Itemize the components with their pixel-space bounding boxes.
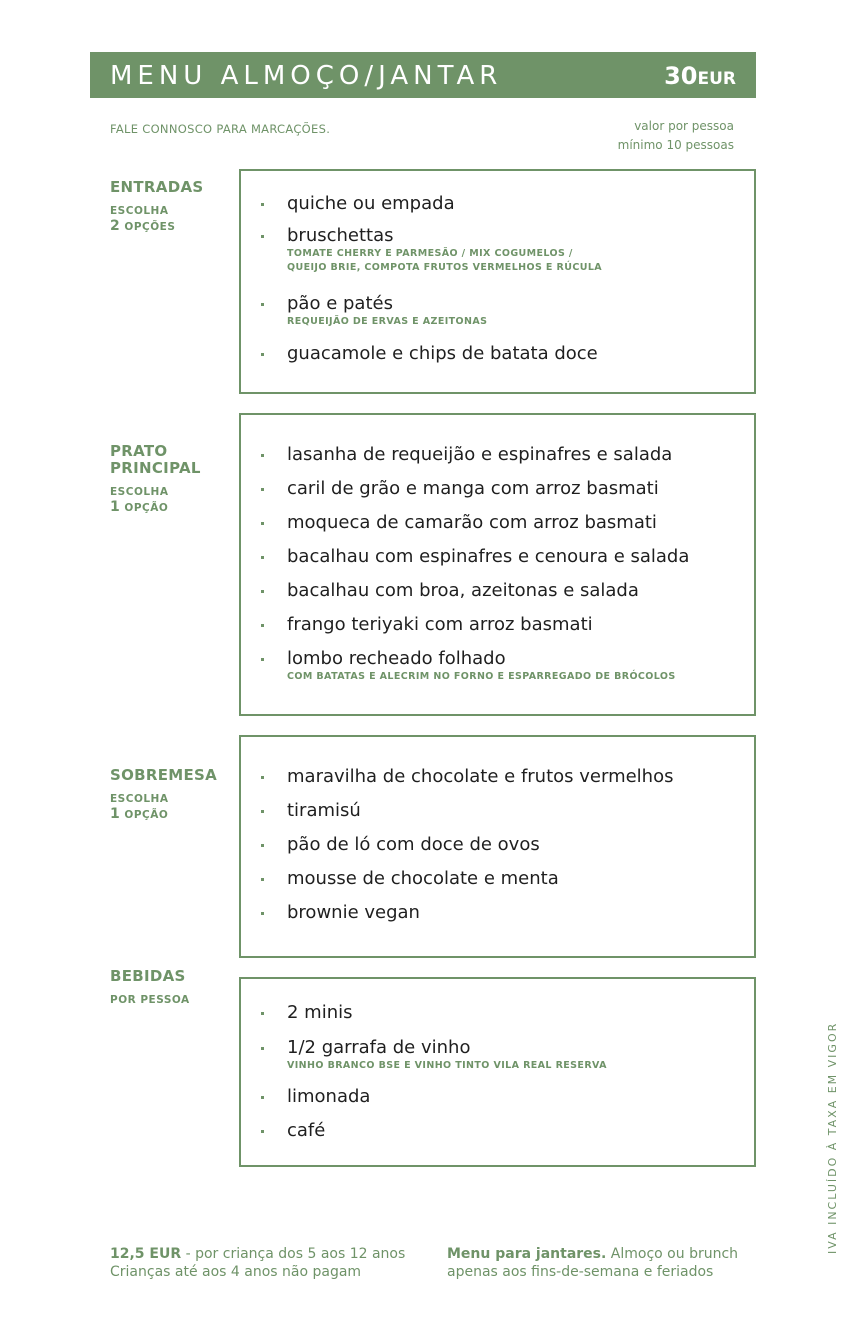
section-note: POR PESSOA [110, 994, 190, 1006]
footer-children [110, 1245, 405, 1281]
item-label: guacamole e chips de batata doce [287, 343, 598, 364]
bullet-icon [261, 522, 264, 525]
section-choice [110, 792, 217, 823]
item-label: bacalhau com broa, azeitonas e salada [287, 580, 639, 601]
section-label-principal [110, 443, 201, 516]
item-label: bruschettas [287, 225, 394, 246]
entradas-box [239, 169, 756, 394]
bullet-icon [261, 590, 264, 593]
bullet-icon [261, 1130, 264, 1133]
section-name: PRINCIPAL [110, 459, 201, 477]
item-description: TOMATE CHERRY E PARMESÃO / MIX COGUMELOS / [287, 248, 573, 259]
section-choice [110, 485, 201, 516]
choose-word: ESCOLHA [110, 205, 169, 217]
section-name: PRATO [110, 442, 168, 460]
price-currency: EUR [697, 69, 736, 89]
item-label: quiche ou empada [287, 193, 455, 214]
item-label: moqueca de camarão com arroz basmati [287, 512, 657, 533]
section-label-sobremesa [110, 767, 217, 823]
per-person-line: valor por pessoa [634, 119, 734, 133]
price-value: 30 [664, 62, 698, 90]
item-label: 1/2 garrafa de vinho [287, 1037, 471, 1058]
choose-word: ESCOLHA [110, 793, 169, 805]
dinner-text: Almoço ou brunch [606, 1246, 739, 1262]
menu-header [90, 52, 756, 98]
item-label: caril de grão e manga com arroz basmati [287, 478, 659, 499]
item-label: maravilha de chocolate e frutos vermelhos [287, 766, 674, 787]
dinner-title: Menu para jantares. [447, 1246, 607, 1262]
minimum-line: mínimo 10 pessoas [617, 138, 734, 152]
item-label: café [287, 1120, 326, 1141]
bullet-icon [261, 1096, 264, 1099]
item-label: frango teriyaki com arroz basmati [287, 614, 593, 635]
tax-note: IVA INCLUÍDO À TAXA EM VIGOR [826, 1021, 839, 1254]
bebidas-box [239, 977, 756, 1167]
bullet-icon [261, 353, 264, 356]
bullet-icon [261, 878, 264, 881]
item-label: bacalhau com espinafres e cenoura e salada [287, 546, 690, 567]
item-label: brownie vegan [287, 902, 420, 923]
item-description: COM BATATAS E ALECRIM NO FORNO E ESPARREGADO DE BRÓCOLOS [287, 671, 676, 682]
section-label-bebidas [110, 968, 190, 1008]
item-description: REQUEIJÃO DE ERVAS E AZEITONAS [287, 316, 488, 327]
item-label: 2 minis [287, 1002, 353, 1023]
bullet-icon [261, 488, 264, 491]
sobremesa-box [239, 735, 756, 958]
bullet-icon [261, 1047, 264, 1050]
contact-note: FALE CONNOSCO PARA MARCAÇÕES. [110, 122, 331, 136]
choice-count: 2 [110, 218, 121, 234]
menu-price [664, 62, 736, 90]
choice-count: 1 [110, 499, 121, 515]
bullet-icon [261, 1012, 264, 1015]
bullet-icon [261, 203, 264, 206]
child-free-text: Crianças até aos 4 anos não pagam [110, 1264, 362, 1280]
choice-unit: OPÇÃO [124, 809, 169, 821]
bullet-icon [261, 556, 264, 559]
bullet-icon [261, 454, 264, 457]
section-choice [110, 204, 203, 235]
menu-title: MENU ALMOÇO/JANTAR [110, 61, 503, 91]
choice-unit: OPÇÕES [124, 221, 176, 233]
item-description: VINHO BRANCO BSE E VINHO TINTO VILA REAL RESERVA [287, 1060, 607, 1071]
item-label: tiramisú [287, 800, 361, 821]
bullet-icon [261, 624, 264, 627]
item-label: limonada [287, 1086, 371, 1107]
item-label: lombo recheado folhado [287, 648, 506, 669]
bullet-icon [261, 235, 264, 238]
item-description: QUEIJO BRIE, COMPOTA FRUTOS VERMELHOS E RÚCULA [287, 262, 603, 273]
dinner-text-2: apenas aos fins-de-semana e feriados [447, 1264, 714, 1280]
bullet-icon [261, 912, 264, 915]
choice-unit: OPÇÃO [124, 502, 169, 514]
footer-dinner [447, 1245, 738, 1281]
item-label: pão e patés [287, 293, 393, 314]
child-price: 12,5 EUR [110, 1246, 182, 1262]
section-label-entradas [110, 179, 203, 235]
bullet-icon [261, 303, 264, 306]
bullet-icon [261, 776, 264, 779]
section-name: SOBREMESA [110, 766, 218, 784]
child-price-text: - por criança dos 5 aos 12 anos [181, 1246, 406, 1262]
section-name: ENTRADAS [110, 178, 204, 196]
item-label: lasanha de requeijão e espinafres e salada [287, 444, 673, 465]
section-name: BEBIDAS [110, 967, 186, 985]
principal-box [239, 413, 756, 716]
per-person-note [618, 117, 734, 155]
choose-word: ESCOLHA [110, 486, 169, 498]
item-label: mousse de chocolate e menta [287, 868, 559, 889]
bullet-icon [261, 658, 264, 661]
item-label: pão de ló com doce de ovos [287, 834, 540, 855]
bullet-icon [261, 810, 264, 813]
choice-count: 1 [110, 806, 121, 822]
bullet-icon [261, 844, 264, 847]
